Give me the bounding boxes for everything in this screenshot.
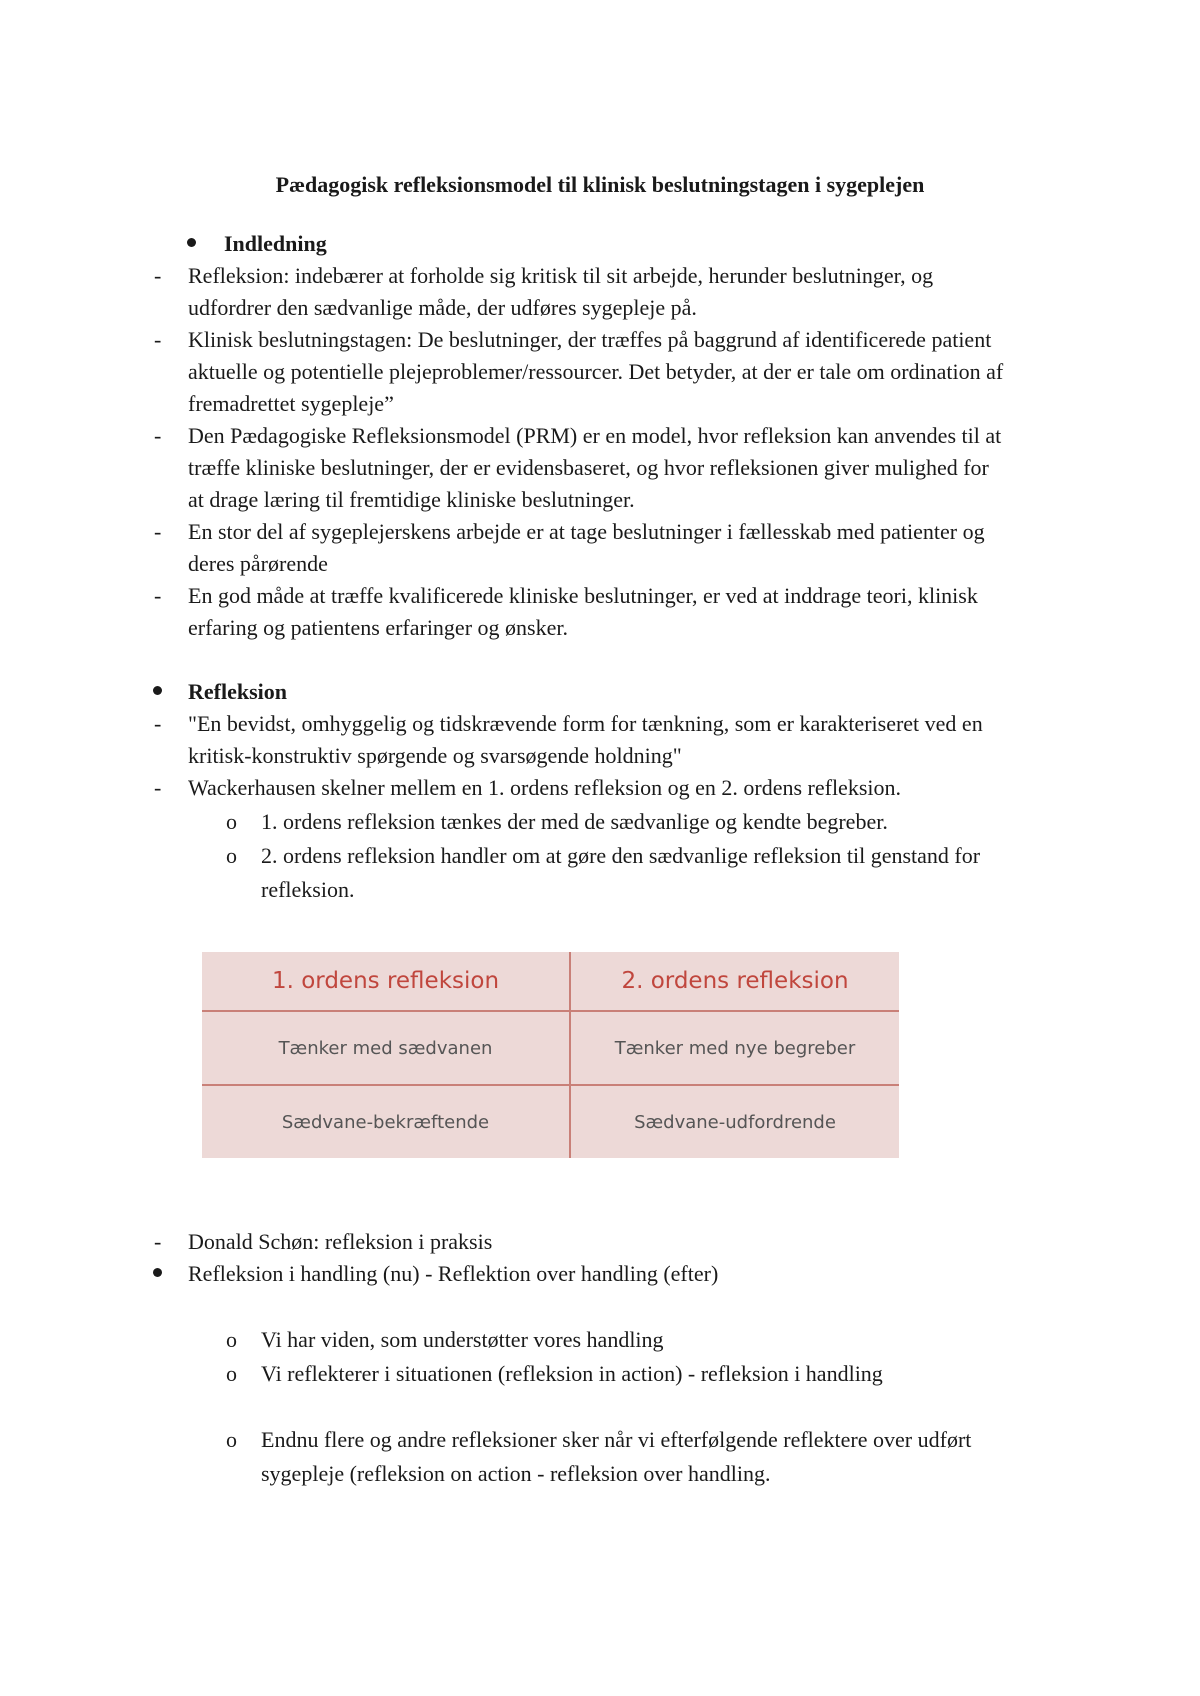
bullet-dot	[153, 1268, 162, 1277]
text-line: sygepleje (refleksion on action - refleksion over handling.	[261, 1461, 771, 1486]
bullet-dot	[187, 238, 196, 247]
table-cell: Tænker med sædvanen	[202, 1011, 570, 1085]
text-line: 1. ordens refleksion tænkes der med de sædvanlige og kendte begreber.	[261, 809, 888, 834]
circle-marker: o	[226, 1427, 237, 1452]
dash-marker: -	[154, 583, 162, 608]
table-header: 1. ordens refleksion	[202, 952, 570, 1011]
dash-marker: -	[154, 775, 162, 800]
text-line: at drage læring til fremtidige kliniske beslutninger.	[188, 487, 635, 512]
text-line: Klinisk beslutningstagen: De beslutninger, der træffes på baggrund af identificerede patient	[188, 327, 992, 352]
text-line: træffe kliniske beslutninger, der er evidensbaseret, og hvor refleksionen giver mulighed for	[188, 455, 989, 480]
text-line: En stor del af sygeplejerskens arbejde er at tage beslutninger i fællesskab med patienter og	[188, 519, 985, 544]
text-line: fremadrettet sygepleje”	[188, 391, 394, 416]
circle-marker: o	[226, 1327, 237, 1352]
text-line: aktuelle og potentielle plejeproblemer/ressourcer. Det betyder, at der er tale om ordination af	[188, 359, 1004, 384]
dash-marker: -	[154, 519, 162, 544]
dash-marker: -	[154, 423, 162, 448]
dash-marker: -	[154, 327, 162, 352]
text-line: "En bevidst, omhyggelig og tidskrævende form for tænkning, som er karakteriseret ved en	[188, 711, 983, 736]
dash-marker: -	[154, 263, 162, 288]
text-line: Refleksion: indebærer at forholde sig kritisk til sit arbejde, herunder beslutninger, og	[188, 263, 934, 288]
table-cell: Tænker med nye begreber	[570, 1011, 899, 1085]
text-line: Vi har viden, som understøtter vores handling	[261, 1327, 664, 1352]
table-cell: Sædvane-udfordrende	[570, 1085, 899, 1158]
text-line: En god måde at træffe kvalificerede kliniske beslutninger, er ved at inddrage teori, klinisk	[188, 583, 978, 608]
dash-marker: -	[154, 711, 162, 736]
page-title: Pædagogisk refleksionsmodel til klinisk beslutningstagen i sygeplejen	[275, 172, 925, 197]
text-line: Endnu flere og andre refleksioner sker når vi efterfølgende reflektere over udført	[261, 1427, 972, 1452]
text-line: refleksion.	[261, 877, 355, 902]
section-heading-indledning: Indledning	[224, 231, 327, 256]
table-header: 2. ordens refleksion	[570, 952, 899, 1011]
text-line: kritisk-konstruktiv spørgende og svarsøgende holdning"	[188, 743, 682, 768]
text-line: Wackerhausen skelner mellem en 1. ordens refleksion og en 2. ordens refleksion.	[188, 775, 901, 800]
circle-marker: o	[226, 809, 237, 834]
circle-marker: o	[226, 1361, 237, 1386]
text-line: Donald Schøn: refleksion i praksis	[188, 1229, 493, 1254]
text-line: Den Pædagogiske Refleksionsmodel (PRM) er en model, hvor refleksion kan anvendes til at	[188, 423, 1002, 448]
bullet-dot	[153, 686, 162, 695]
text-line: Refleksion i handling (nu) - Reflektion over handling (efter)	[188, 1261, 719, 1286]
circle-marker: o	[226, 843, 237, 868]
reflection-table	[202, 952, 899, 1158]
text-line: deres pårørende	[188, 551, 328, 576]
dash-marker: -	[154, 1229, 162, 1254]
text-line: 2. ordens refleksion handler om at gøre den sædvanlige refleksion til genstand for	[261, 843, 981, 868]
text-line: Vi reflekterer i situationen (refleksion in action) - refleksion i handling	[261, 1361, 883, 1386]
section-heading-refleksion: Refleksion	[188, 679, 287, 704]
text-line: udfordrer den sædvanlige måde, der udføres sygepleje på.	[188, 295, 697, 320]
table-cell: Sædvane-bekræftende	[202, 1085, 570, 1158]
text-line: erfaring og patientens erfaringer og ønsker.	[188, 615, 568, 640]
